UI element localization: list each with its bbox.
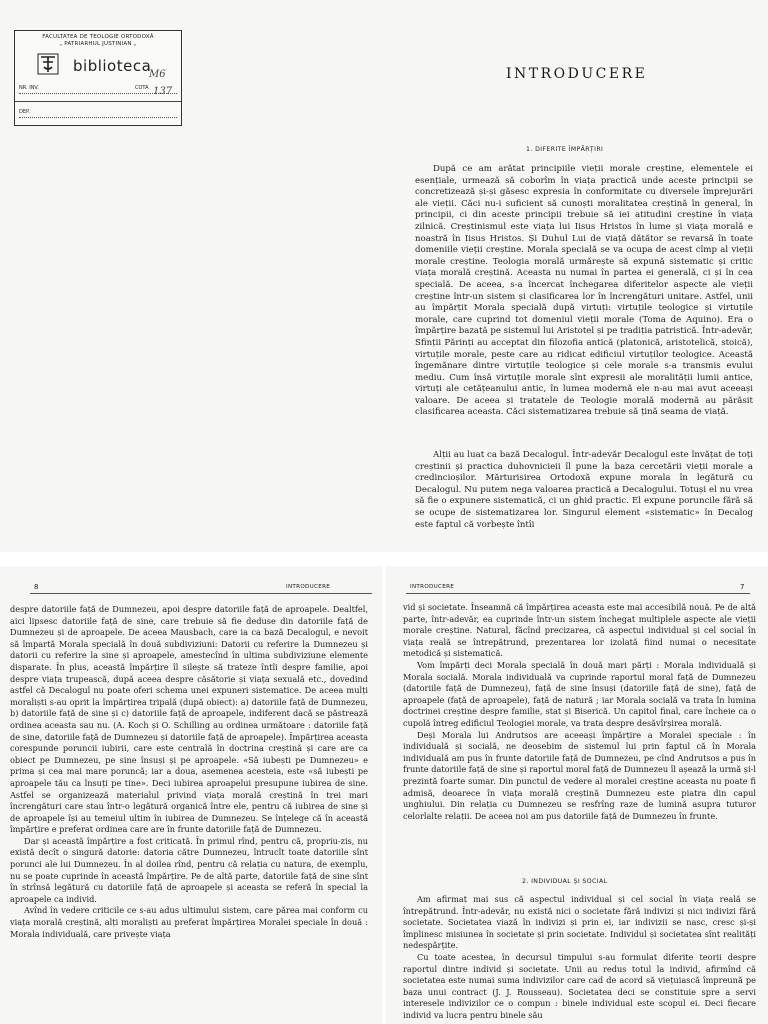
page-number: 8 (34, 583, 39, 591)
scanned-page-8 (0, 566, 382, 1024)
page-number: 7 (740, 583, 745, 591)
paragraph: Cu toate acestea, în decursul timpului s-au formulat diferite teorii despre raportul dintre individ și societate. Unii au redus totul la individ, afirmînd că societatea este numai suma indivizilor care cad de acord să viețuiască împreună pe baza unui contract (J. J. Rousseau). Societatea deci se constituie spre a servi interesele indivizilor ce o compun : binele individual este scopul ei. Deci fiecare individ va lucra pentru binele său (403, 951, 756, 1020)
paragraph: vid și societate. Înseamnă că împărțirea aceasta este mai accesibilă nouă. Pe de altă parte, într-adevăr, ea cuprinde într-un sistem închegat multiplele aspecte ale vieții morale creștine. Natural, făcînd precizarea, că aspectul individual și cel social în viața reală se întrepătrund, prezentarea lor izolată fiind numai o necesitate metodică și sistematică. (403, 602, 756, 659)
faculty-logo-icon (37, 53, 59, 75)
handwritten-number: M6 (149, 69, 166, 80)
paragraph: Vom împărți deci Morala specială în două mari părți : Morala individuală și Morala socială. Morala individuală va cuprinde raportul moral față de Dumnezeu (datoriile față de Dumnezeu), față de sine însuși (datoriile față de sine), față de aproapele (față de aproapele), față de natură ; iar Morala socială va trata în lumina doctrinei creștine despre familie, stat și Biserică. Un capitol final, care încheie ca o cupolă întreg edificiul Teologiei morale, va trata despre desăvîrșirea morală. (403, 659, 756, 728)
running-head: INTRODUCERE (410, 584, 455, 590)
section-heading: 1. DIFERITE ÎMPĂRȚIRI (526, 146, 604, 153)
text-column (403, 894, 756, 1022)
stamp-inventory-line: NR. INV. COTA (19, 83, 177, 94)
stamp-library-label: biblioteca (73, 57, 152, 75)
stamp-dep-line: DEP. (19, 109, 177, 118)
paragraph: Am afirmat mai sus că aspectul individual și cel social în viața reală se întrepătrund. Într-adevăr, nu există nici o societate fără indivizi și nici indivizi fără societate. Societatea viază în indivizi și prin ei, iar indivizii se nasc, cresc și-și împlinesc misiunea în societate și prin societate. Individul și societatea sînt realități nedespărțite. (403, 894, 756, 951)
text-column (10, 604, 368, 940)
library-stamp (14, 30, 182, 126)
paragraph: După ce am arătat principiile vieții morale creștine, elementele ei esențiale, urmează să coborîm în viața practică unde aceste principii se concretizează și-și găsesc expresia în conformitate cu diversele împrejurări ale vieții. Căci nu-i suficient să cunoști moralitatea creștină în general, în principii, ci din aceste principii trebuie să iei atitudini creștine în viața zilnică. Creștinismul este viața lui Iisus Hristos în lume și viața morală e noastră în Iisus Hristos. Și Duhul Lui de viață dătător se revarsă în toate domeniile vieții creștine. Morala specială se va ocupa de acest cîmp al vieții morale creștine. Teologia morală urmărește să expună sistematic și critic viața morală creștină. Aceasta nu numai în partea ei generală, ci și în cea specială. De aceea, s-a încercat închegarea diferitelor aspecte ale vieții creștine într-un sistem și clasificarea lor în încrengături unitare. Astfel, unii au împărțit Morala specială după virtuți: virtuțile teologice și virtuțile morale, care cuprind tot domeniul vieții morale (Toma de Aquino). Era o împărțire bazată pe sistemul lui Aristotel și pe tradiția patristică. Într-adevăr, Sfinții Părinți au acceptat din filozofia antică (platonică, aristotelică, stoică), virtuțile morale, peste care au ridicat edificiul virtuților teologice. Această îngemănare dintre virtuțile teologice și cele morale s-a transmis evului mediu. Cum însă virtuțile morale sînt expresii ale moralității lumii antice, virtuți ale cetățeanului antic, în lumea modernă ele n-au mai avut aceeași valoare. De aceea și tratatele de Teologie morală modernă au părăsit clasificarea aceasta. Căci sistematizarea trebuie să țină seama de viață. (415, 164, 753, 418)
stamp-faculty: FACULTATEA DE TEOLOGIE ORTODOXĂ „ PATRIARHUL JUSTINIAN „ (42, 34, 154, 47)
paragraph: Avînd în vedere criticile ce s-au adus ultimului sistem, care părea mai conform cu viața morală creștină, alți moraliști au preferat împărțirea Moralei speciale în două : Morala individuală, care privește viața (10, 905, 368, 939)
section-heading: 2. INDIVIDUAL ȘI SOCIAL (522, 878, 608, 885)
paragraph: Deși Morala lui Andrutsos are aceeași împărțire a Moralei speciale : în individuală și socială, ne deosebim de sistemul lui prin faptul că în Morala individuală am pus în frunte datoriile față de Dumnezeu, pe cînd Andrutsos a pus în frunte datoriile față de sine și raportul moral față de Dumnezeu îl așează la urmă și-l prezintă foarte sumar. Din punctul de vedere al moralei creștine aceasta nu poate fi admisă, deoarece în viața morală creștină Dumnezeu este piatra din capul unghiului. Din relația cu Dumnezeu se resfrîng raze de lumină asupra tuturor celorlalte relații. De aceea noi am pus datoriile față de Dumnezeu în frunte. (403, 729, 756, 821)
paragraph: Alții au luat ca bază Decalogul. Într-adevăr Decalogul este învățat de toți creștinii și practica duhovnicieii îl pune la baza cercetării vieții morale a credincioșilor. Mărturisirea Ortodoxă expune morala în legătură cu Decalogul. Nu putem nega valoarea practică a Decalogului. Totuși el nu vrea să fie o expunere sistematică, ci un ghid practic. El expune poruncile fără să se ocupe de sistematizarea lor. Singurul element «sistematic» în Decalog este faptul că vorbește întîi (415, 450, 753, 530)
header-rule (30, 593, 372, 594)
scanned-page-7 (386, 566, 768, 1024)
handwritten-cota: 137 (153, 86, 173, 97)
paragraph: despre datoriile față de Dumnezeu, apoi despre datoriile față de aproapele. Dealtfel, aici lipsesc datoriile față de sine, care trebuie să fie deduse din datoriile față de Dumnezeu și de aproapele. De aceea Mausbach, care ia ca bază Decalogul, e nevoit să împartă Morala specială în două subdiviziuni: Datorii cu referire la Dumnezeu și datorii cu referire la sine și aproapele, amestecînd în ultima subdiviziune elemente disparate. În plus, această împărțire îl silește să trateze întîi despre familie, apoi despre viața trupească, după aceea despre căsătorie și viața sexuală etc., dovedind astfel că Decalogul nu poate oferi schema unei expuneri sistematice. De aceea mulți moraliști s-au oprit la împărțirea tripală (după obiect): a) datoriile față de Dumnezeu, b) datoriile față de sine și c) datoriile față de aproapele, indiferent dacă se păstrează ordinea aceasta sau nu. (A. Koch și O. Schilling au ordinea următoare : datoriile față de sine, datoriile față de Dumnezeu și datoriile față de aproapele). Împărțirea aceasta corespunde poruncii iubirii, care este centrală în doctrina creștină și care are ca obiect pe Dumnezeu, pe sine însuși și pe aproapele. «Să iubești pe Dumnezeu» e prima și cea mai mare poruncă; iar a doua, asemenea acesteia, este «să iubești pe aproapele tău ca însuți pe tine». Deci iubirea aproapelui presupune iubirea de sine. Astfel se organizează materialul privind viața morală creștină în trei mari încrengături care stau într-o legătură organică între ele, pentru că iubirea de sine și de aproapele își au temeiul ultim în iubirea de Dumnezeu. Se înțelege că în această împărțire e preferat ordinea care are în frunte datoriile față de Dumnezeu. (10, 604, 368, 835)
stamp-divider (15, 101, 181, 102)
chapter-title: INTRODUCERE (506, 66, 648, 82)
paragraph: Dar și această împărțire a fost criticată. În primul rînd, pentru că, propriu-zis, nu există decît o singură datorie: datoria către Dumnezeu, întrucît toate datoriile sînt porunci ale lui Dumnezeu. În al doilea rînd, pentru că relația cu natura, de exemplu, nu se poate cuprinde în această împărțire. Pe de altă parte, datoriile față de sine sînt în strînsă legătură cu datoriile față de aproapele și aceasta se referă în special la aproapele ca individ. (10, 835, 368, 904)
text-column (403, 602, 756, 822)
header-rule (406, 593, 750, 594)
running-head: INTRODUCERE (286, 584, 331, 590)
